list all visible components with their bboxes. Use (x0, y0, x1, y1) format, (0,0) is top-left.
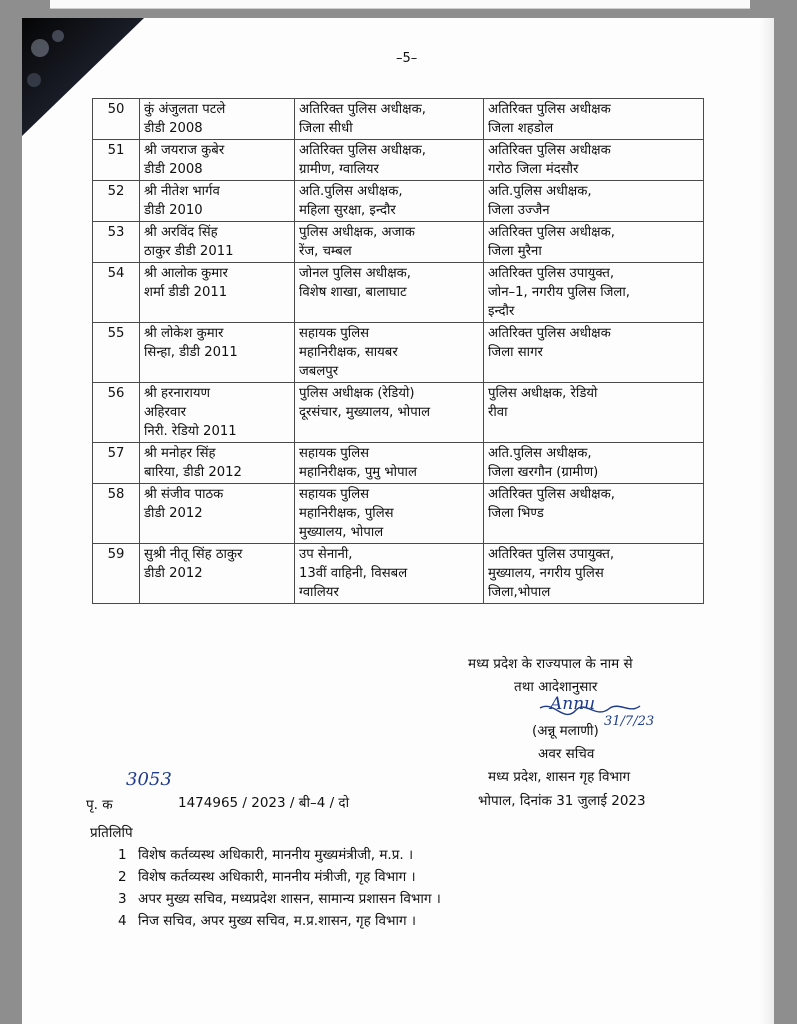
current-posting-line: जिला सीधी (299, 121, 353, 136)
officer-name (140, 181, 295, 222)
officer-name-line: बारिया, डीडी 2012 (144, 465, 242, 480)
current-posting (295, 323, 484, 383)
new-posting-line: रीवा (488, 405, 508, 420)
new-posting (484, 383, 704, 443)
copy-item-text: निज सचिव, अपर मुख्य सचिव, म.प्र.शासन, गृह विभाग । (138, 913, 417, 929)
copy-heading: प्रतिलिपि (90, 825, 133, 841)
officer-name-line: अहिरवार (144, 405, 187, 420)
current-posting (295, 383, 484, 443)
new-posting-line: अति.पुलिस अधीक्षक, (488, 446, 592, 461)
new-posting-line: इन्दौर (488, 304, 515, 319)
current-posting-line: सहायक पुलिस (299, 487, 370, 502)
handwritten-number: 3053 (126, 769, 172, 790)
new-posting (484, 99, 704, 140)
officer-name (140, 263, 295, 323)
officer-name-line: डीडी 2008 (144, 121, 203, 136)
previous-page-edge (50, 0, 750, 9)
current-posting-line: अतिरिक्त पुलिस अधीक्षक, (299, 102, 426, 117)
copy-item (118, 844, 441, 866)
officer-name-line: श्री मनोहर सिंह (144, 446, 216, 461)
new-posting-line: अतिरिक्त पुलिस उपायुक्त, (488, 266, 615, 281)
new-posting-line: जोन–1, नगरीय पुलिस जिला, (488, 285, 630, 300)
serial-number: 59 (93, 544, 140, 604)
department: मध्य प्रदेश, शासन गृह विभाग (488, 769, 631, 785)
new-posting (484, 222, 704, 263)
copy-item (118, 866, 441, 888)
copy-item (118, 910, 441, 932)
current-posting (295, 484, 484, 544)
new-posting (484, 544, 704, 604)
officer-name-line: कुं अंजुलता पटले (144, 102, 226, 117)
new-posting (484, 181, 704, 222)
officer-name (140, 544, 295, 604)
signer-designation: अवर सचिव (538, 746, 595, 762)
copy-item (118, 888, 441, 910)
authority-line-1: मध्य प्रदेश के राज्यपाल के नाम से (468, 656, 633, 672)
current-posting-line: महिला सुरक्षा, इन्दौर (299, 203, 396, 218)
place-date: भोपाल, दिनांक 31 जुलाई 2023 (478, 793, 646, 809)
officer-name (140, 383, 295, 443)
table-row (93, 181, 704, 222)
current-posting (295, 181, 484, 222)
serial-number: 57 (93, 443, 140, 484)
officer-name (140, 99, 295, 140)
current-posting-line: मुख्यालय, भोपाल (299, 525, 384, 540)
serial-number: 58 (93, 484, 140, 544)
new-posting-line: जिला उज्जैन (488, 203, 550, 218)
endorsement-label: पृ. क (86, 797, 113, 813)
new-posting-line: अतिरिक्त पुलिस अधीक्षक (488, 326, 611, 341)
page-edge-shadow (760, 18, 774, 1024)
copy-item-number: 3 (118, 891, 127, 907)
officer-name-line: श्री हरनारायण (144, 386, 211, 401)
serial-number: 56 (93, 383, 140, 443)
copy-item-number: 2 (118, 869, 127, 885)
transfer-table (92, 98, 704, 604)
copy-item-text: विशेष कर्तव्यस्थ अधिकारी, माननीय मंत्रीजी, गृह विभाग । (138, 869, 416, 885)
table-row (93, 140, 704, 181)
table-row (93, 99, 704, 140)
table-row (93, 323, 704, 383)
serial-number: 54 (93, 263, 140, 323)
current-posting-line: अतिरिक्त पुलिस अधीक्षक, (299, 143, 426, 158)
current-posting (295, 222, 484, 263)
current-posting-line: जबलपुर (299, 364, 339, 379)
officer-name (140, 323, 295, 383)
table-row (93, 443, 704, 484)
new-posting-line: मुख्यालय, नगरीय पुलिस (488, 566, 604, 581)
new-posting (484, 484, 704, 544)
new-posting-line: अतिरिक्त पुलिस अधीक्षक (488, 143, 611, 158)
serial-number: 55 (93, 323, 140, 383)
new-posting (484, 140, 704, 181)
officer-name-line: श्री जयराज कुबेर (144, 143, 225, 158)
officer-name-line: निरी. रेडियो 2011 (144, 424, 237, 439)
current-posting (295, 263, 484, 323)
endorsement-number: 1474965 / 2023 / बी–4 / दो (178, 795, 350, 811)
current-posting-line: जोनल पुलिस अधीक्षक, (299, 266, 411, 281)
document-page (22, 18, 774, 1024)
current-posting (295, 544, 484, 604)
current-posting-line: महानिरीक्षक, पुलिस (299, 506, 394, 521)
page-number: –5– (396, 51, 418, 66)
current-posting-line: सहायक पुलिस (299, 326, 370, 341)
officer-name-line: श्री संजीव पाठक (144, 487, 224, 502)
new-posting-line: गरोठ जिला मंदसौर (488, 162, 579, 177)
table-row (93, 383, 704, 443)
officer-name (140, 140, 295, 181)
new-posting-line: अति.पुलिस अधीक्षक, (488, 184, 592, 199)
serial-number: 52 (93, 181, 140, 222)
signer-name: (अन्नू मलाणी) (532, 723, 599, 739)
current-posting-line: महानिरीक्षक, पुमु भोपाल (299, 465, 417, 480)
current-posting-line: रेंज, चम्बल (299, 244, 352, 259)
new-posting-line: अतिरिक्त पुलिस अधीक्षक (488, 102, 611, 117)
current-posting-line: महानिरीक्षक, सायबर (299, 345, 398, 360)
serial-number: 51 (93, 140, 140, 181)
current-posting-line: ग्रामीण, ग्वालियर (299, 162, 379, 177)
new-posting-line: जिला भिण्ड (488, 506, 544, 521)
officer-name-line: श्री लोकेश कुमार (144, 326, 224, 341)
officer-name (140, 222, 295, 263)
officer-name-line: डीडी 2010 (144, 203, 203, 218)
new-posting-line: जिला मुरैना (488, 244, 542, 259)
officer-name-line: ठाकुर डीडी 2011 (144, 244, 234, 259)
current-posting (295, 140, 484, 181)
current-posting (295, 99, 484, 140)
authority-line-2: तथा आदेशानुसार (514, 679, 598, 695)
copy-item-number: 1 (118, 847, 127, 863)
officer-name (140, 484, 295, 544)
new-posting-line: अतिरिक्त पुलिस अधीक्षक, (488, 225, 615, 240)
new-posting-line: जिला खरगौन (ग्रामीण) (488, 465, 599, 480)
new-posting (484, 263, 704, 323)
officer-name-line: सिन्हा, डीडी 2011 (144, 345, 238, 360)
copy-item-text: विशेष कर्तव्यस्थ अधिकारी, माननीय मुख्यमंत्रीजी, म.प्र. । (138, 847, 414, 863)
officer-name-line: डीडी 2012 (144, 566, 203, 581)
current-posting (295, 443, 484, 484)
officer-name (140, 443, 295, 484)
officer-name-line: डीडी 2012 (144, 506, 203, 521)
new-posting (484, 443, 704, 484)
officer-name-line: सुश्री नीतू सिंह ठाकुर (144, 547, 243, 562)
current-posting-line: अति.पुलिस अधीक्षक, (299, 184, 403, 199)
table-row (93, 484, 704, 544)
current-posting-line: सहायक पुलिस (299, 446, 370, 461)
current-posting-line: ग्वालियर (299, 585, 339, 600)
serial-number: 53 (93, 222, 140, 263)
table-row (93, 263, 704, 323)
officer-name-line: शर्मा डीडी 2011 (144, 285, 228, 300)
table-row (93, 222, 704, 263)
copy-item-number: 4 (118, 913, 127, 929)
new-posting-line: जिला शहडोल (488, 121, 554, 136)
new-posting-line: जिला सागर (488, 345, 543, 360)
officer-name-line: श्री अरविंद सिंह (144, 225, 218, 240)
current-posting-line: पुलिस अधीक्षक, अजाक (299, 225, 415, 240)
copy-list (118, 844, 441, 932)
table-row (93, 544, 704, 604)
new-posting-line: पुलिस अधीक्षक, रेडियो (488, 386, 598, 401)
current-posting-line: 13वीं वाहिनी, विसबल (299, 566, 408, 581)
officer-name-line: डीडी 2008 (144, 162, 203, 177)
serial-number: 50 (93, 99, 140, 140)
officer-name-line: श्री आलोक कुमार (144, 266, 228, 281)
current-posting-line: पुलिस अधीक्षक (रेडियो) (299, 386, 415, 401)
current-posting-line: विशेष शाखा, बालाघाट (299, 285, 407, 300)
new-posting-line: अतिरिक्त पुलिस उपायुक्त, (488, 547, 615, 562)
officer-name-line: श्री नीतेश भार्गव (144, 184, 220, 199)
new-posting-line: अतिरिक्त पुलिस अधीक्षक, (488, 487, 615, 502)
current-posting-line: उप सेनानी, (299, 547, 353, 562)
signature-scribble: Annu (550, 694, 596, 714)
new-posting (484, 323, 704, 383)
signature-date: 31/7/23 (604, 714, 655, 729)
copy-item-text: अपर मुख्य सचिव, मध्यप्रदेश शासन, सामान्य प्रशासन विभाग । (138, 891, 441, 907)
current-posting-line: दूरसंचार, मुख्यालय, भोपाल (299, 405, 431, 420)
new-posting-line: जिला,भोपाल (488, 585, 551, 600)
